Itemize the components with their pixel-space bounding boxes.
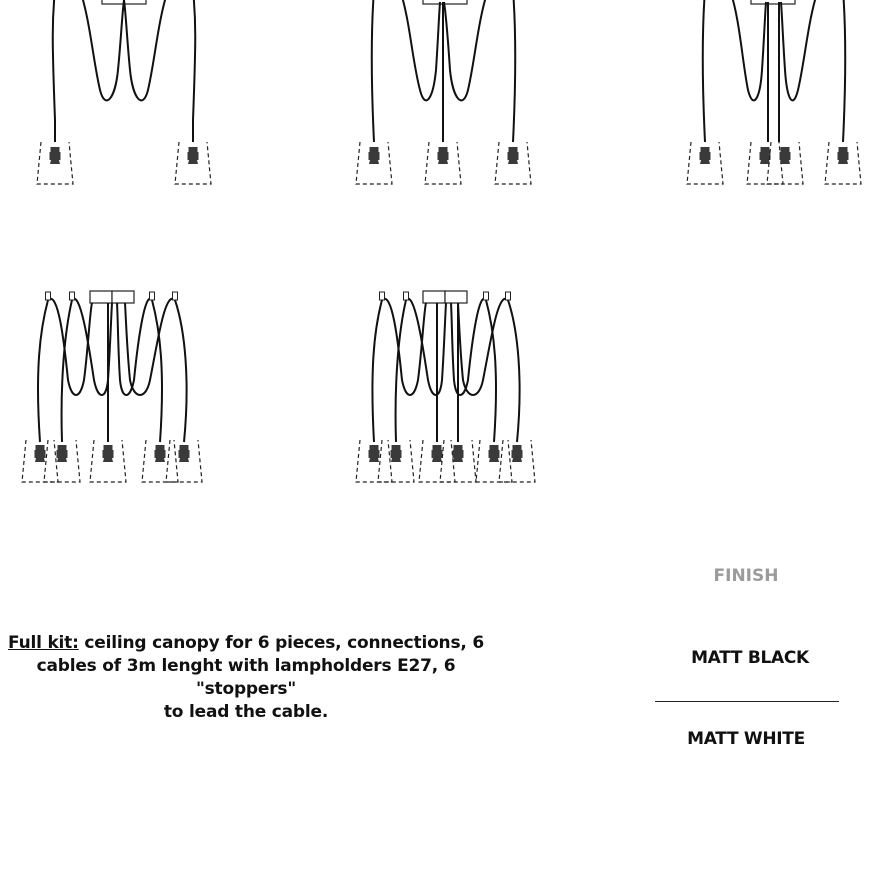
stopper-icon xyxy=(173,292,178,300)
lampholder-icon xyxy=(440,440,476,482)
lampholder-icon xyxy=(37,142,73,184)
finish-divider xyxy=(655,701,839,702)
lampholder-icon xyxy=(747,142,783,184)
stopper-icon xyxy=(506,292,511,300)
finish-title: FINISH xyxy=(713,566,779,586)
stopper-icon xyxy=(484,292,489,300)
lampholder-icon xyxy=(419,440,455,482)
kit-label: Full kit: xyxy=(8,633,79,653)
lampholder-icon xyxy=(22,440,58,482)
kit-line-1-text: ceiling canopy for 6 pieces, connections, 6 xyxy=(78,633,484,653)
lampholder-icon xyxy=(142,440,178,482)
lampholder-icon xyxy=(175,142,211,184)
config-five-pendants xyxy=(38,291,187,442)
stopper-icon xyxy=(380,292,385,300)
lampholder-icon xyxy=(825,142,861,184)
lampholder-icon xyxy=(499,440,535,482)
lampholder-icon xyxy=(687,142,723,184)
lampholder-icon xyxy=(378,440,414,482)
kit-line-3: to lead the cable. xyxy=(163,702,329,722)
finish-option-matt-white: MATT WHITE xyxy=(687,729,805,749)
stopper-icon xyxy=(46,292,51,300)
finish-option-matt-black: MATT BLACK xyxy=(691,648,809,668)
kit-line-1 xyxy=(0,632,492,655)
lampholder-icon xyxy=(166,440,202,482)
lampholder-icon xyxy=(356,142,392,184)
config-two-pendants xyxy=(53,0,196,142)
lampholder-icon xyxy=(767,142,803,184)
config-three-pendants xyxy=(372,0,516,142)
lampholder-icon xyxy=(495,142,531,184)
kit-description xyxy=(0,632,492,724)
kit-line-2: cables of 3m lenght with lampholders E27, 6 "stoppers" xyxy=(36,656,456,699)
lampholder-icon xyxy=(356,440,392,482)
stopper-icon xyxy=(70,292,75,300)
stopper-icon xyxy=(404,292,409,300)
lampholder-icon xyxy=(425,142,461,184)
config-four-pendants xyxy=(703,0,846,142)
stopper-icon xyxy=(150,292,155,300)
config-six-pendants xyxy=(372,291,519,442)
lampholder-icon xyxy=(44,440,80,482)
lampholder-icon xyxy=(476,440,512,482)
lampholder-icon xyxy=(90,440,126,482)
